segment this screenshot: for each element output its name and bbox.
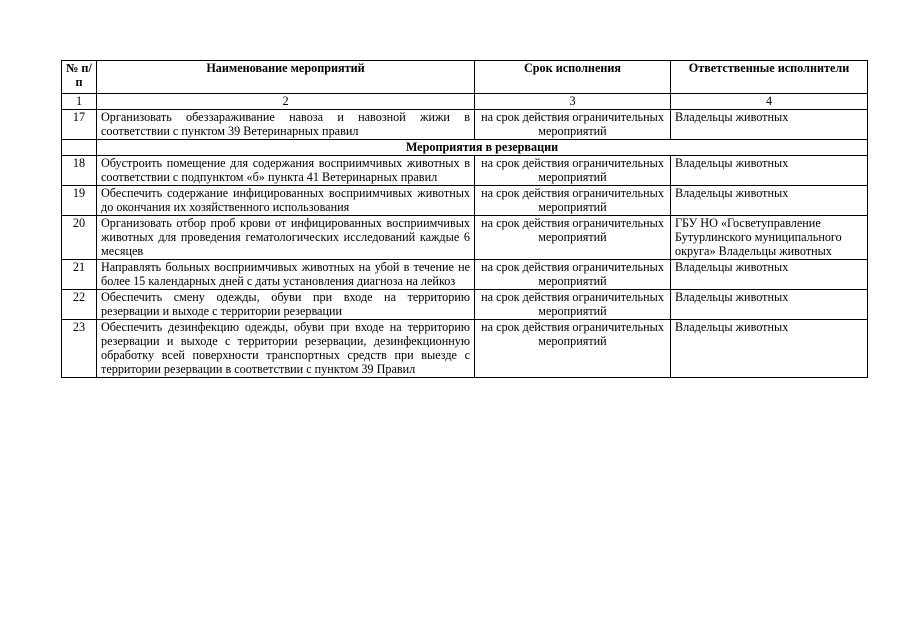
measures-table (61, 60, 868, 378)
column-numbers-row (62, 94, 868, 110)
table-row (62, 186, 868, 216)
row-measure: Организовать отбор проб крови от инфицированных восприимчивых животных для проведения гематологических исследований каждые 6 месяцев (97, 216, 475, 260)
row-responsible: Владельцы животных (671, 260, 868, 290)
row-deadline: на срок действия ограничительных мероприятий (475, 186, 671, 216)
row-deadline: на срок действия ограничительных мероприятий (475, 290, 671, 320)
header-responsible: Ответственные исполнители (671, 61, 868, 94)
column-number-3: 3 (475, 94, 671, 110)
row-number: 18 (62, 156, 97, 186)
header-deadline: Срок исполнения (475, 61, 671, 94)
row-measure: Обеспечить содержание инфицированных восприимчивых животных до окончания их хозяйственного использования (97, 186, 475, 216)
row-measure: Направлять больных восприимчивых животных на убой в течение не более 15 календарных дней с даты установления диагноза на лейкоз (97, 260, 475, 290)
row-measure: Обеспечить смену одежды, обуви при входе на территорию резервации и выходе с территории резервации (97, 290, 475, 320)
header-measure-name: Наименование мероприятий (97, 61, 475, 94)
row-deadline: на срок действия ограничительных мероприятий (475, 216, 671, 260)
row-responsible: ГБУ НО «Госветуправление Бутурлинского муниципального округа» Владельцы животных (671, 216, 868, 260)
row-deadline: на срок действия ограничительных мероприятий (475, 110, 671, 140)
row-number: 22 (62, 290, 97, 320)
header-number: № п/п (62, 61, 97, 94)
table-row (62, 110, 868, 140)
column-number-4: 4 (671, 94, 868, 110)
row-measure: Обеспечить дезинфекцию одежды, обуви при входе на территорию резервации и выходе с территории резервации, дезинфекционную обработку всей поверхности транспортных средств при выезде с территории резервации в соответствии с пунктом 39 Правил (97, 320, 475, 378)
row-number: 21 (62, 260, 97, 290)
section-row (62, 140, 868, 156)
row-responsible: Владельцы животных (671, 320, 868, 378)
column-number-1: 1 (62, 94, 97, 110)
table-row (62, 156, 868, 186)
row-measure: Обустроить помещение для содержания восприимчивых животных в соответствии с подпунктом «б» пункта 41 Ветеринарных правил (97, 156, 475, 186)
table-row (62, 216, 868, 260)
row-responsible: Владельцы животных (671, 186, 868, 216)
column-number-2: 2 (97, 94, 475, 110)
table-row (62, 320, 868, 378)
section-number-cell (62, 140, 97, 156)
row-number: 19 (62, 186, 97, 216)
row-measure: Организовать обеззараживание навоза и навозной жижи в соответствии с пунктом 39 Ветеринарных правил (97, 110, 475, 140)
section-title: Мероприятия в резервации (97, 140, 868, 156)
row-number: 20 (62, 216, 97, 260)
row-deadline: на срок действия ограничительных мероприятий (475, 260, 671, 290)
row-responsible: Владельцы животных (671, 290, 868, 320)
row-number: 17 (62, 110, 97, 140)
row-responsible: Владельцы животных (671, 110, 868, 140)
row-deadline: на срок действия ограничительных мероприятий (475, 320, 671, 378)
table-row (62, 260, 868, 290)
row-deadline: на срок действия ограничительных мероприятий (475, 156, 671, 186)
header-row (62, 61, 868, 94)
row-number: 23 (62, 320, 97, 378)
row-responsible: Владельцы животных (671, 156, 868, 186)
table-row (62, 290, 868, 320)
